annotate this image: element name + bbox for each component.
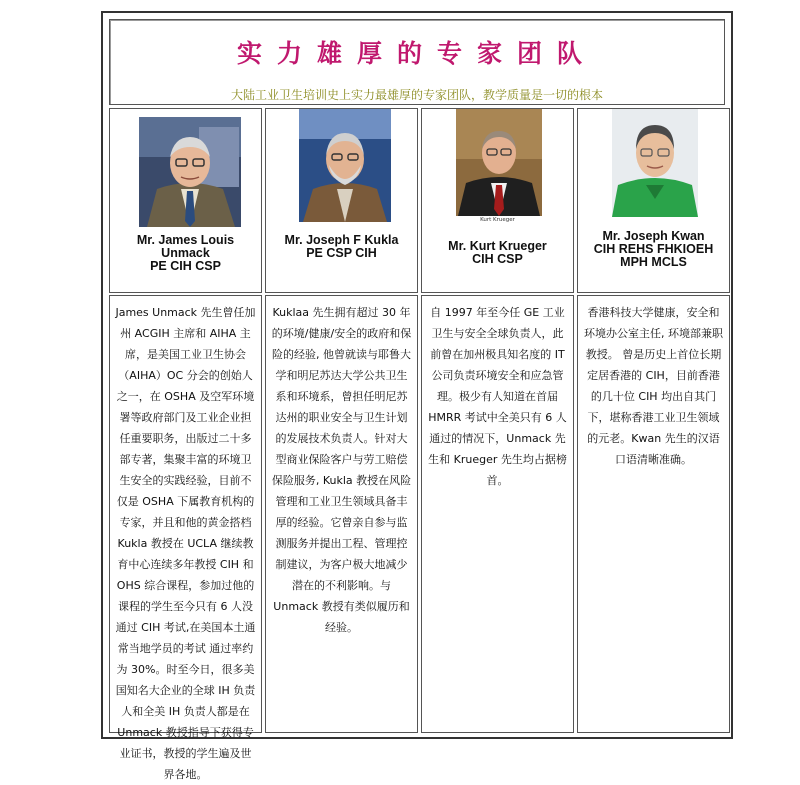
expert-photo-unmack <box>139 117 241 227</box>
expert-name-kwan: Mr. Joseph Kwan CIH REHS FHKIOEH MPH MCLS <box>593 229 714 269</box>
expert-photo-krueger <box>456 109 542 216</box>
expert-bio-kukla: Kuklaa 先生拥有超过 30 年的环境/健康/安全的政府和保险的经验, 他曾就读与耶鲁大学和明尼苏达大学公共卫生系和环境系，曾担任明尼苏达州的职业安全与卫生计划的发展技术负责人。针对大型商业保险客户与劳工赔偿保险服务, Kukla 教授在风险管理和工业卫生领域具备丰厚的经验。它曾亲自参与监测服务并提出工程、管理控制建议，为客户极大地减少潜在的不利影响。与 Unmack 教授有类似履历和经验。 <box>271 306 412 634</box>
expert-team-table <box>101 11 733 781</box>
expert-column-kwan <box>577 108 730 733</box>
expert-bio-unmack: James Unmack 先生曾任加州 ACGIH 主席和 AIHA 主席，是美国工业卫生协会（AIHA）OC 分会的创始人之一，在 OSHA 及空军环境署等政府部门及工业企业担任重要职务，出版过二十多部专著，集聚丰富的环境卫生安全的实践经验，目前不仅是 OSHA 下属教育机构的专家，并且和他的黄金搭档 Kukla 教授在 UCLA 继续教育中心连续多年教授 CIH 和 OHS 综合课程，参加过他的课程的学生至今只有 6 人没通过 CIH 考试,在美国本土通常当地学员的考试 通过率约为 30%。时至今日，很多美国知名大企业的全球 IH 负责人和全美 IH 负责人都是在 Unmack 教授指导下获得专业证书，教授的学生遍及世界各地。 <box>115 306 256 781</box>
expert-column-kukla <box>265 108 418 733</box>
expert-bio-card <box>109 295 262 781</box>
expert-bio-krueger: 自 1997 年至今任 GE 工业卫生与安全全球负责人，此前曾在加州极具知名度的 IT 公司负责环境安全和应急管理。极少有人知道在首届 HMRR 考试中全美只有 6 人通过的情况下，Unmack 先生和 Krueger 先生均占据榜首。 <box>428 306 567 487</box>
page-title: 实力雄厚的专家团队 <box>236 39 597 68</box>
page-subtitle: 大陆工业卫生培训史上实力最雄厚的专家团队，教学质量是一切的根本 <box>230 88 603 102</box>
expert-bio-kwan: 香港科技大学健康，安全和环境办公室主任, 环境部兼职教授。 曾是历史上首位长期定居香港的 CIH，目前香港的几十位 CIH 均出自其门下，堪称香港工业卫生领域的元老。Kwan 先生的汉语口语清晰准确。 <box>584 306 723 466</box>
expert-name-kukla: Mr. Joseph F Kukla PE CSP CIH <box>284 233 399 260</box>
expert-photo-kukla <box>299 109 391 222</box>
expert-column-unmack <box>109 108 262 781</box>
expert-bio-card <box>265 295 418 733</box>
expert-photo-kwan <box>612 109 698 217</box>
expert-profile-card <box>265 108 418 293</box>
expert-bio-card <box>577 295 730 733</box>
expert-name-krueger: Mr. Kurt Krueger CIH CSP <box>448 239 547 266</box>
expert-profile-card <box>421 108 574 293</box>
expert-profile-card <box>577 108 730 293</box>
expert-name-unmack: Mr. James Louis Unmack PE CIH CSP <box>136 233 235 273</box>
header-panel <box>109 19 725 105</box>
expert-column-krueger <box>421 108 574 733</box>
expert-profile-card <box>109 108 262 293</box>
photo-caption: Kurt Krueger <box>480 217 515 223</box>
expert-bio-card <box>421 295 574 733</box>
